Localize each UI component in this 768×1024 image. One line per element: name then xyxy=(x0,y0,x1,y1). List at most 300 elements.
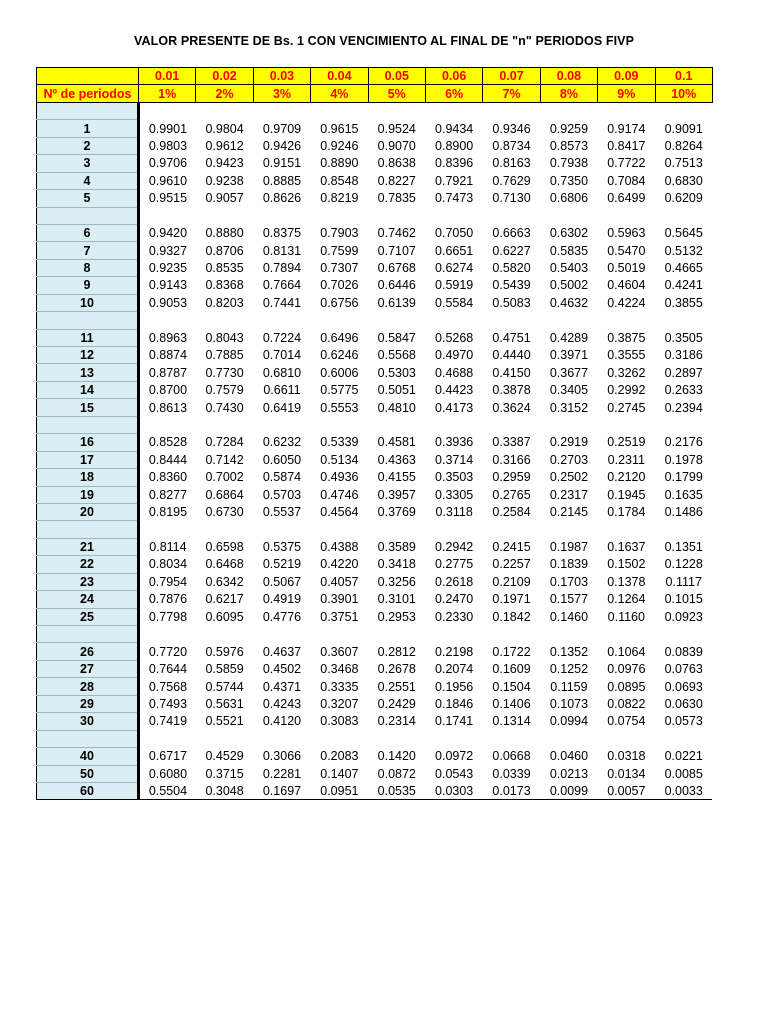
value-cell: 0.6095 xyxy=(205,609,244,624)
value-cell: 0.2109 xyxy=(492,574,531,589)
value-cell: 0.1945 xyxy=(607,487,646,502)
value-cell: 0.5553 xyxy=(320,400,359,415)
value-cell: 0.5874 xyxy=(262,470,302,485)
value-cell xyxy=(368,521,425,538)
value-cell: 0.3083 xyxy=(320,714,359,729)
value-cell: 0.8195 xyxy=(148,505,188,520)
rate-header: 0.02 xyxy=(196,68,253,85)
period-cell: 26 xyxy=(37,643,139,660)
value-cell: 0.1635 xyxy=(664,487,703,502)
value-cell: 0.5820 xyxy=(492,261,531,276)
value-cell xyxy=(483,626,540,643)
value-cell: 0.5470 xyxy=(607,243,646,258)
value-cell: 0.7430 xyxy=(205,400,244,415)
value-cell xyxy=(253,626,310,643)
value-cell: 0.4751 xyxy=(492,330,531,345)
value-cell: 0.8787 xyxy=(148,365,188,380)
table-row xyxy=(37,381,713,398)
period-cell xyxy=(37,102,139,119)
period-cell: 50 xyxy=(37,765,139,782)
value-cell: 0.0339 xyxy=(492,766,531,781)
value-cell: 0.6611 xyxy=(263,383,301,398)
value-cell: 0.8203 xyxy=(205,295,244,310)
value-cell: 0.2551 xyxy=(377,679,416,694)
value-cell: 0.4155 xyxy=(377,470,416,485)
value-cell: 0.2429 xyxy=(377,696,416,711)
value-cell xyxy=(425,312,482,329)
value-cell: 0.5568 xyxy=(377,348,416,363)
value-cell: 0.0303 xyxy=(425,782,482,799)
value-cell: 0.2415 xyxy=(492,540,531,555)
value-cell: 0.7876 xyxy=(148,592,188,607)
value-cell: 0.3418 xyxy=(377,557,416,572)
value-cell xyxy=(425,730,482,747)
value-cell: 0.6274 xyxy=(435,261,474,276)
value-cell: 0.7798 xyxy=(148,609,188,624)
value-cell: 0.7493 xyxy=(148,696,188,711)
value-cell: 0.2145 xyxy=(549,505,589,520)
value-cell: 0.8880 xyxy=(205,226,244,241)
value-cell: 0.4363 xyxy=(377,452,416,467)
value-cell: 0.5051 xyxy=(377,383,416,398)
value-cell: 0.2176 xyxy=(664,435,703,450)
value-cell xyxy=(540,312,597,329)
value-cell: 0.4810 xyxy=(377,400,416,415)
value-cell xyxy=(139,730,196,747)
value-cell: 0.9515 xyxy=(148,191,188,206)
value-cell xyxy=(253,102,310,119)
value-cell xyxy=(540,416,597,433)
value-cell: 0.9053 xyxy=(148,295,188,310)
value-cell: 0.6768 xyxy=(377,261,416,276)
value-cell: 0.7441 xyxy=(262,295,302,310)
period-cell: 24 xyxy=(37,591,139,608)
period-cell: 7 xyxy=(37,242,139,259)
value-cell xyxy=(540,626,597,643)
percent-header: 5% xyxy=(368,85,425,102)
value-cell: 0.1073 xyxy=(549,696,589,711)
value-cell xyxy=(311,312,368,329)
value-cell: 0.9612 xyxy=(205,138,244,153)
value-cell: 0.6756 xyxy=(320,295,359,310)
value-cell: 0.2394 xyxy=(664,400,703,415)
value-cell: 0.0033 xyxy=(655,782,712,799)
period-cell: 12 xyxy=(37,347,139,364)
value-cell: 0.9327 xyxy=(148,243,188,258)
value-cell: 0.6810 xyxy=(262,365,302,380)
value-cell: 0.5744 xyxy=(205,679,244,694)
value-cell: 0.2812 xyxy=(377,644,416,659)
value-cell: 0.6730 xyxy=(205,505,244,520)
rate-header: 0.07 xyxy=(483,68,540,85)
value-cell: 0.4150 xyxy=(492,365,531,380)
period-cell: 27 xyxy=(37,660,139,677)
value-cell: 0.9143 xyxy=(148,278,188,293)
value-cell: 0.0460 xyxy=(549,749,589,764)
table-row xyxy=(37,190,713,207)
value-cell: 0.8368 xyxy=(205,278,244,293)
percent-header: 4% xyxy=(311,85,368,102)
table-row xyxy=(37,678,713,695)
value-cell: 0.1314 xyxy=(492,714,531,729)
value-cell: 0.8375 xyxy=(262,226,302,241)
page-title: VALOR PRESENTE DE Bs. 1 CON VENCIMIENTO AL FINAL DE "n" PERIODOS FIVP xyxy=(133,34,635,48)
value-cell: 0.3186 xyxy=(664,348,703,363)
period-cell: 28 xyxy=(37,678,139,695)
rate-header: 0.04 xyxy=(311,68,368,85)
value-cell: 0.3971 xyxy=(549,348,589,363)
value-cell: 0.5584 xyxy=(435,295,474,310)
rate-header: 0.09 xyxy=(598,68,655,85)
value-cell: 0.8131 xyxy=(262,243,302,258)
value-cell: 0.0872 xyxy=(377,766,416,781)
rate-percent-row xyxy=(37,85,713,102)
value-cell: 0.7644 xyxy=(148,662,188,677)
period-cell: 20 xyxy=(37,503,139,520)
value-cell: 0.1406 xyxy=(492,696,531,711)
value-cell: 0.9706 xyxy=(148,156,188,171)
value-cell: 0.8638 xyxy=(377,156,416,171)
value-cell: 0.5268 xyxy=(435,330,474,345)
value-cell: 0.2897 xyxy=(664,365,703,380)
value-cell: 0.2330 xyxy=(435,609,474,624)
value-cell: 0.7921 xyxy=(435,173,474,188)
value-cell: 0.9610 xyxy=(148,173,188,188)
value-cell: 0.9804 xyxy=(205,121,244,136)
table-row xyxy=(37,242,713,259)
value-cell: 0.2314 xyxy=(377,714,416,729)
value-cell xyxy=(425,416,482,433)
value-cell: 0.1784 xyxy=(607,505,646,520)
value-cell: 0.7722 xyxy=(607,156,646,171)
value-cell: 0.1486 xyxy=(664,505,703,520)
value-cell: 0.5083 xyxy=(492,295,531,310)
period-cell: 3 xyxy=(37,155,139,172)
value-cell: 0.8114 xyxy=(149,540,187,555)
value-cell: 0.8885 xyxy=(262,173,302,188)
period-cell: 1 xyxy=(37,120,139,137)
value-cell: 0.1064 xyxy=(607,644,646,659)
period-cell xyxy=(37,416,139,433)
value-cell: 0.9235 xyxy=(148,261,188,276)
value-cell: 0.6598 xyxy=(205,540,244,555)
value-cell: 0.7002 xyxy=(205,470,244,485)
period-cell: 60 xyxy=(37,782,139,799)
value-cell: 0.1351 xyxy=(664,540,703,555)
value-cell: 0.5019 xyxy=(607,261,646,276)
value-cell xyxy=(311,521,368,538)
value-cell: 0.3152 xyxy=(549,400,589,415)
table-body xyxy=(37,102,713,800)
value-cell: 0.5835 xyxy=(549,243,589,258)
value-cell xyxy=(368,626,425,643)
table-row xyxy=(37,277,713,294)
percent-header: 9% xyxy=(598,85,655,102)
value-cell: 0.7894 xyxy=(262,261,302,276)
value-cell: 0.5775 xyxy=(320,383,359,398)
period-cell: 40 xyxy=(37,748,139,765)
value-cell: 0.9091 xyxy=(664,121,703,136)
period-cell: 5 xyxy=(37,190,139,207)
value-cell: 0.5504 xyxy=(139,782,196,799)
present-value-table xyxy=(36,67,713,800)
value-cell: 0.3118 xyxy=(435,505,473,520)
table-row xyxy=(37,503,713,520)
value-cell: 0.7954 xyxy=(148,574,188,589)
value-cell: 0.0543 xyxy=(435,766,474,781)
value-cell: 0.3751 xyxy=(320,609,359,624)
value-cell xyxy=(598,730,655,747)
value-cell: 0.0951 xyxy=(311,782,368,799)
value-cell: 0.3262 xyxy=(607,365,646,380)
value-cell: 0.8890 xyxy=(320,156,359,171)
value-cell: 0.6217 xyxy=(205,592,244,607)
period-cell xyxy=(37,521,139,538)
value-cell: 0.4936 xyxy=(320,470,359,485)
value-cell: 0.0693 xyxy=(664,679,703,694)
value-cell: 0.0573 xyxy=(664,714,703,729)
value-cell: 0.8264 xyxy=(664,138,703,153)
period-cell: 4 xyxy=(37,172,139,189)
value-cell: 0.7938 xyxy=(549,156,589,171)
value-cell: 0.4564 xyxy=(320,505,359,520)
value-cell: 0.1420 xyxy=(377,749,416,764)
percent-header: 7% xyxy=(483,85,540,102)
value-cell xyxy=(196,102,253,119)
period-cell: 2 xyxy=(37,137,139,154)
value-cell: 0.7730 xyxy=(205,365,244,380)
value-cell xyxy=(483,730,540,747)
value-cell: 0.3936 xyxy=(435,435,474,450)
value-cell: 0.7473 xyxy=(435,191,474,206)
value-cell xyxy=(311,102,368,119)
value-cell xyxy=(368,102,425,119)
value-cell: 0.6806 xyxy=(549,191,589,206)
table-row xyxy=(37,608,713,625)
table-row xyxy=(37,486,713,503)
value-cell: 0.1741 xyxy=(435,714,474,729)
value-cell: 0.0994 xyxy=(549,714,589,729)
table-row xyxy=(37,120,713,137)
value-cell: 0.6717 xyxy=(148,749,188,764)
value-cell: 0.2919 xyxy=(549,435,589,450)
percent-header: 8% xyxy=(540,85,597,102)
value-cell: 0.3555 xyxy=(607,348,646,363)
value-cell xyxy=(483,102,540,119)
value-cell xyxy=(368,207,425,224)
value-cell: 0.6864 xyxy=(205,487,244,502)
value-cell xyxy=(655,207,712,224)
value-cell: 0.2470 xyxy=(435,592,474,607)
value-cell: 0.6651 xyxy=(435,243,474,258)
value-cell: 0.6050 xyxy=(262,452,302,467)
value-cell: 0.7307 xyxy=(320,261,359,276)
value-cell xyxy=(655,102,712,119)
value-cell: 0.1842 xyxy=(492,609,531,624)
value-cell: 0.0535 xyxy=(368,782,425,799)
value-cell: 0.1577 xyxy=(549,592,589,607)
value-cell: 0.5219 xyxy=(262,557,302,572)
value-cell xyxy=(598,521,655,538)
value-cell: 0.1352 xyxy=(549,644,589,659)
table-row xyxy=(37,660,713,677)
table-row xyxy=(37,137,713,154)
value-cell: 0.8417 xyxy=(607,138,646,153)
table-row xyxy=(37,695,713,712)
value-cell: 0.4423 xyxy=(435,383,474,398)
value-cell: 0.6080 xyxy=(148,766,188,781)
value-cell xyxy=(483,416,540,433)
period-cell xyxy=(37,207,139,224)
table-row xyxy=(37,643,713,660)
value-cell xyxy=(196,416,253,433)
value-cell: 0.4502 xyxy=(262,662,302,677)
value-cell: 0.9057 xyxy=(205,191,244,206)
value-cell: 0.5375 xyxy=(262,540,302,555)
value-cell: 0.0668 xyxy=(492,749,531,764)
value-cell: 0.7835 xyxy=(377,191,416,206)
value-cell: 0.0099 xyxy=(540,782,597,799)
rate-header: 0.06 xyxy=(425,68,482,85)
value-cell: 0.4057 xyxy=(320,574,359,589)
value-cell: 0.5847 xyxy=(377,330,416,345)
value-cell: 0.2083 xyxy=(320,749,359,764)
value-cell: 0.7568 xyxy=(148,679,188,694)
value-cell xyxy=(311,730,368,747)
value-cell: 0.4220 xyxy=(320,557,359,572)
period-cell: 10 xyxy=(37,294,139,311)
value-cell: 0.1460 xyxy=(549,609,589,624)
value-cell: 0.6499 xyxy=(607,191,646,206)
value-cell xyxy=(253,312,310,329)
value-cell: 0.6209 xyxy=(664,191,703,206)
value-cell xyxy=(655,730,712,747)
value-cell xyxy=(139,102,196,119)
spacer-row xyxy=(37,416,713,433)
period-cell: 25 xyxy=(37,608,139,625)
value-cell: 0.3714 xyxy=(435,452,474,467)
period-cell: 16 xyxy=(37,434,139,451)
value-cell: 0.5303 xyxy=(377,365,416,380)
value-cell: 0.2775 xyxy=(435,557,474,572)
value-cell: 0.4173 xyxy=(435,400,474,415)
table-row xyxy=(37,347,713,364)
value-cell xyxy=(139,626,196,643)
value-cell: 0.7462 xyxy=(377,226,416,241)
value-cell: 0.4746 xyxy=(320,487,359,502)
period-cell: 19 xyxy=(37,486,139,503)
value-cell: 0.1407 xyxy=(320,766,359,781)
value-cell xyxy=(253,207,310,224)
value-cell: 0.9070 xyxy=(377,138,416,153)
table-row xyxy=(37,573,713,590)
value-cell: 0.5859 xyxy=(205,662,244,677)
value-cell: 0.9151 xyxy=(262,156,302,171)
value-cell: 0.7885 xyxy=(205,348,244,363)
value-cell: 0.1971 xyxy=(492,592,531,607)
table-row xyxy=(37,451,713,468)
value-cell: 0.3957 xyxy=(377,487,416,502)
value-cell: 0.6246 xyxy=(320,348,359,363)
period-cell: 6 xyxy=(37,224,139,241)
value-cell xyxy=(196,730,253,747)
period-cell: 21 xyxy=(37,538,139,555)
value-cell: 0.9238 xyxy=(205,173,244,188)
value-cell: 0.7050 xyxy=(435,226,474,241)
value-cell: 0.2120 xyxy=(607,470,646,485)
value-cell: 0.1264 xyxy=(607,592,646,607)
spacer-row xyxy=(37,102,713,119)
value-cell: 0.8548 xyxy=(320,173,359,188)
period-cell xyxy=(37,312,139,329)
value-cell xyxy=(540,102,597,119)
value-cell: 0.2953 xyxy=(377,609,416,624)
value-cell: 0.6468 xyxy=(205,557,244,572)
value-cell xyxy=(311,207,368,224)
table-row xyxy=(37,259,713,276)
period-cell: 15 xyxy=(37,399,139,416)
value-cell: 0.8043 xyxy=(205,330,244,345)
value-cell: 0.2317 xyxy=(549,487,589,502)
value-cell: 0.1978 xyxy=(664,452,703,467)
spacer-row xyxy=(37,312,713,329)
value-cell xyxy=(598,626,655,643)
value-cell: 0.3048 xyxy=(196,782,253,799)
value-cell: 0.3624 xyxy=(492,400,531,415)
value-cell: 0.4776 xyxy=(262,609,302,624)
value-cell: 0.4688 xyxy=(435,365,474,380)
value-cell: 0.9615 xyxy=(320,121,359,136)
period-cell: 23 xyxy=(37,573,139,590)
value-cell: 0.3715 xyxy=(205,766,244,781)
value-cell: 0.7903 xyxy=(320,226,359,241)
value-cell: 0.1504 xyxy=(492,679,531,694)
value-cell xyxy=(483,207,540,224)
value-cell: 0.3769 xyxy=(377,505,416,520)
value-cell xyxy=(598,102,655,119)
value-cell: 0.8219 xyxy=(320,191,359,206)
value-cell: 0.7513 xyxy=(664,156,703,171)
value-cell: 0.0763 xyxy=(664,662,703,677)
value-cell: 0.1956 xyxy=(435,679,474,694)
value-cell: 0.8528 xyxy=(148,435,188,450)
value-cell xyxy=(311,416,368,433)
value-cell: 0.4224 xyxy=(607,295,646,310)
value-cell: 0.7084 xyxy=(607,173,646,188)
value-cell: 0.4581 xyxy=(377,435,416,450)
value-cell xyxy=(598,207,655,224)
value-cell: 0.4388 xyxy=(320,540,359,555)
rate-header: 0.1 xyxy=(655,68,712,85)
value-cell xyxy=(598,416,655,433)
value-cell: 0.0839 xyxy=(664,644,703,659)
rate-header: 0.01 xyxy=(139,68,196,85)
table-row xyxy=(37,591,713,608)
spacer-row xyxy=(37,521,713,538)
value-cell: 0.1117 xyxy=(665,574,702,589)
value-cell: 0.8163 xyxy=(492,156,531,171)
period-cell: 9 xyxy=(37,277,139,294)
value-cell xyxy=(598,312,655,329)
value-cell: 0.7284 xyxy=(205,435,244,450)
value-cell: 0.4371 xyxy=(262,679,302,694)
period-cell xyxy=(37,730,139,747)
value-cell xyxy=(655,312,712,329)
value-cell: 0.5645 xyxy=(664,226,703,241)
value-cell xyxy=(139,521,196,538)
value-cell: 0.4919 xyxy=(262,592,302,607)
value-cell: 0.8227 xyxy=(377,173,416,188)
